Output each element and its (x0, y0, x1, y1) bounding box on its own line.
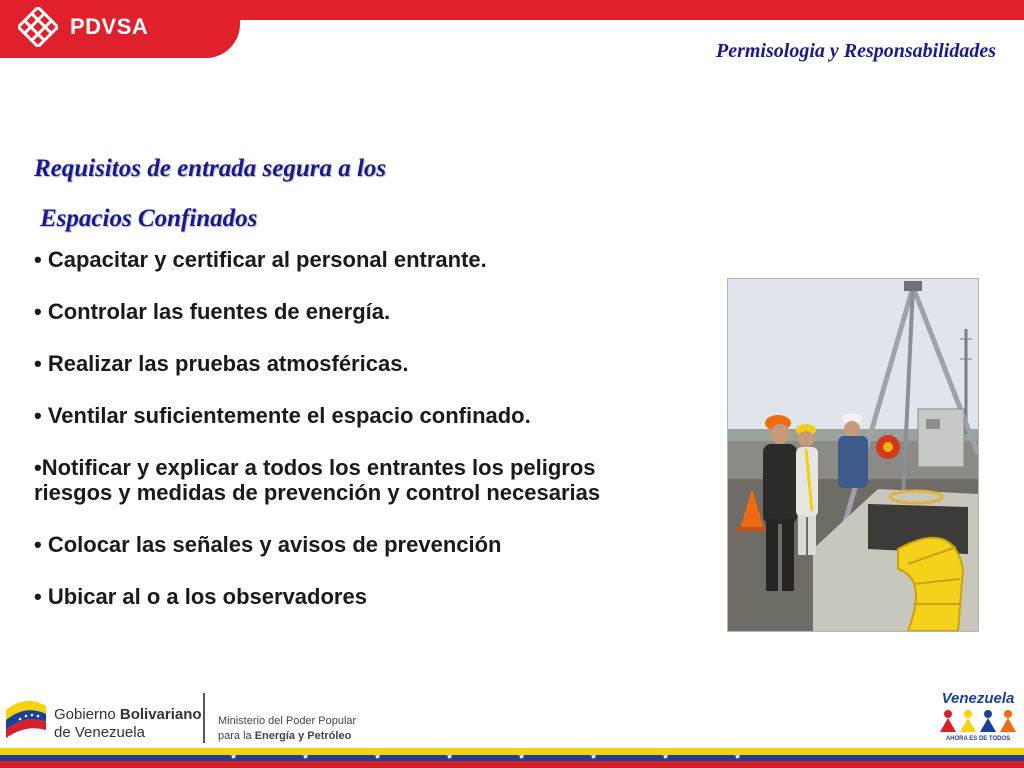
pdvsa-logo-icon (18, 7, 58, 47)
venezuela-logo-title: Venezuela (941, 690, 1015, 707)
pdvsa-logo-tab (0, 0, 240, 58)
star-icon: ★ (374, 752, 382, 761)
star-icon: ★ (302, 752, 310, 761)
requirements-list (34, 247, 674, 609)
ministerio-text-line-2: para la Energía y Petróleo (218, 730, 352, 742)
list-item: • Capacitar y certificar al personal entrante. (34, 247, 487, 272)
list-item: •Notificar y explicar a todos los entrantes los peligros riesgos y medidas de prevención y control necesarias (34, 455, 601, 505)
star-icon: ★ (662, 752, 670, 761)
heading-line-2: Espacios Confinados (40, 205, 258, 232)
star-icon: ★ (446, 752, 454, 761)
slide-content (34, 150, 674, 636)
footer-flag-stripe (0, 748, 1024, 768)
star-icon: ★ (734, 752, 742, 761)
venezuela-logo-subtitle: AHORA ES DE TODOS (945, 736, 1011, 742)
list-item: • Controlar las fuentes de energía. (34, 299, 391, 324)
gobierno-bolivariano-flag-icon (2, 692, 50, 740)
gobierno-text-line-1: Gobierno Bolivariano (54, 706, 202, 723)
ministerio-text-line-1: Ministerio del Poder Popular (218, 715, 357, 727)
list-item: • Colocar las señales y avisos de prevención (34, 532, 502, 557)
venezuela-ahora-es-de-todos-logo (934, 690, 1022, 748)
list-item: • Realizar las pruebas atmosféricas. (34, 351, 409, 376)
heading-line-1: Requisitos de entrada segura a los (34, 155, 387, 182)
pdvsa-logo-text: PDVSA (70, 14, 149, 39)
gobierno-text-line-2: de Venezuela (54, 724, 145, 741)
list-item: • Ventilar suficientemente el espacio confinado. (34, 403, 531, 428)
star-icon: ★ (590, 752, 598, 761)
list-item: • Ubicar al o a los observadores (34, 584, 367, 609)
star-icon: ★ (230, 752, 238, 761)
slide-header-title: Permisologia y Responsabilidades (716, 40, 996, 62)
confined-space-photo (727, 278, 979, 632)
people-figures-icon (938, 708, 1018, 734)
footer-divider (203, 693, 205, 743)
star-icon: ★ (518, 752, 526, 761)
